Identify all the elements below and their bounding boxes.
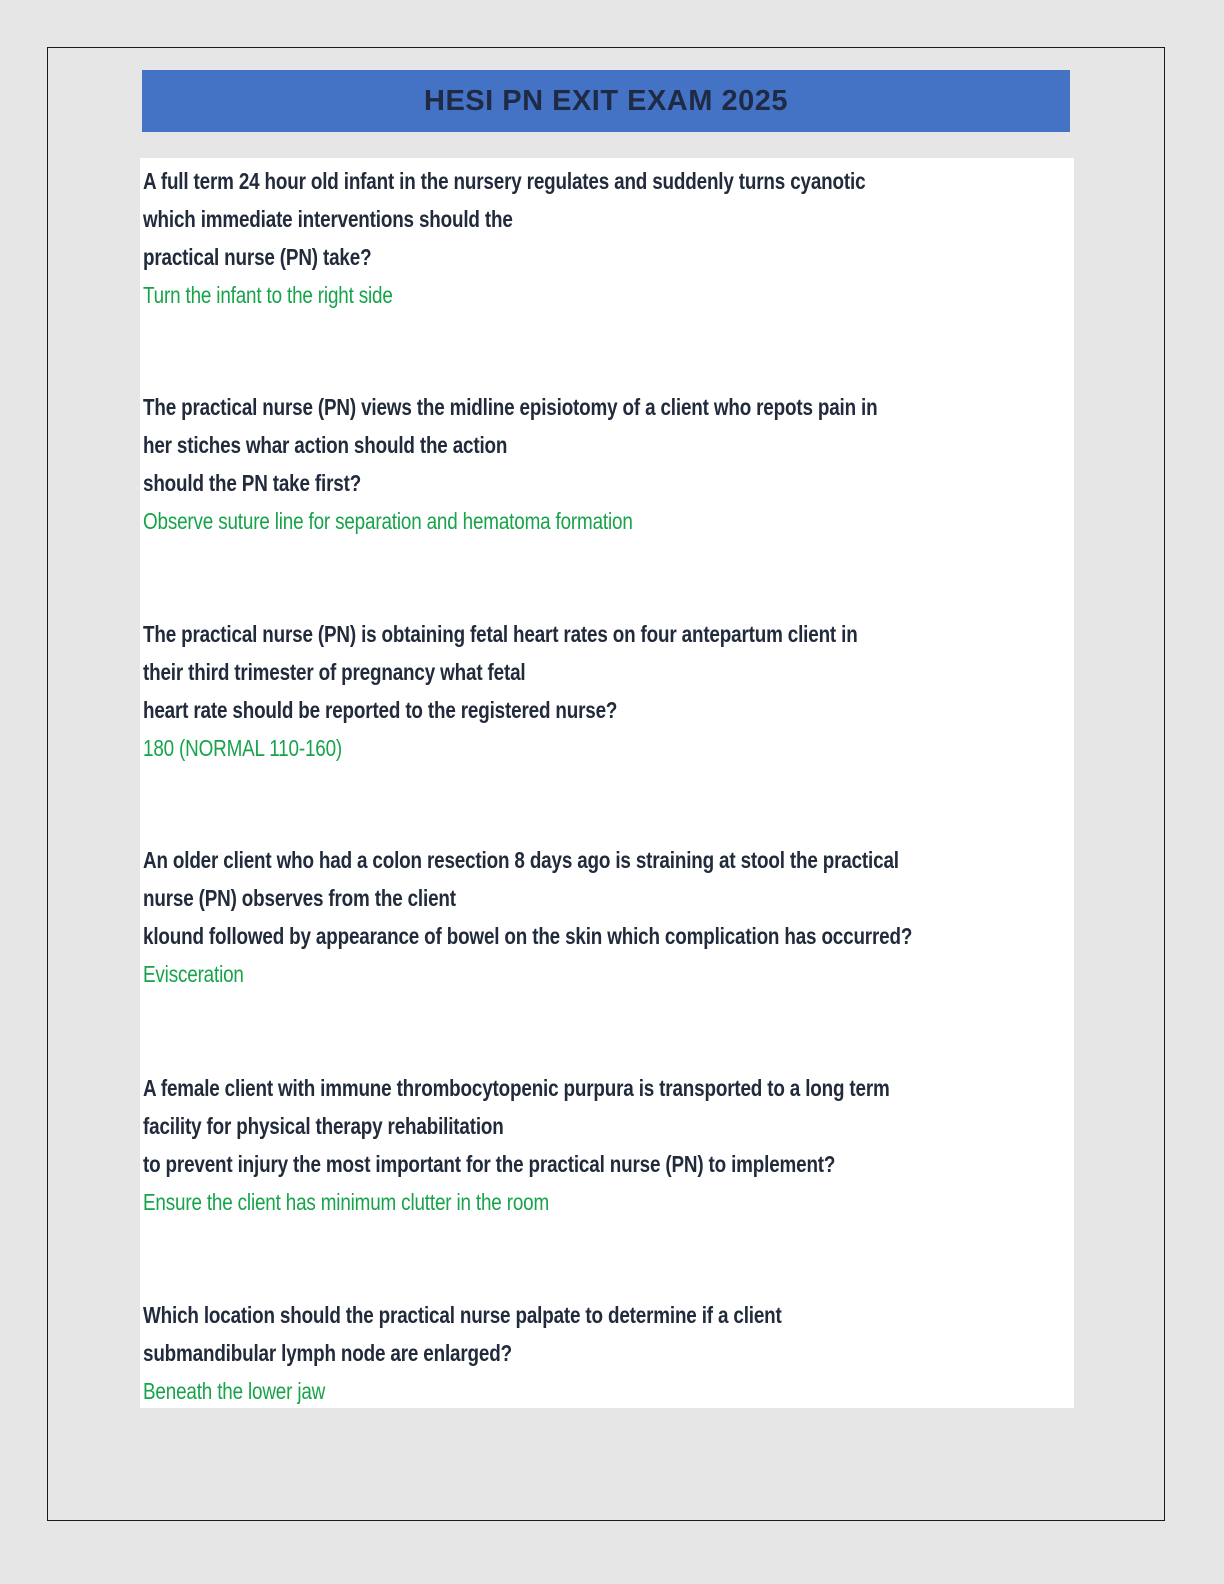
answer-text: Beneath the lower jaw: [143, 1378, 326, 1404]
answer-text: Evisceration: [143, 961, 244, 987]
answer-text: Ensure the client has minimum clutter in the room: [143, 1189, 550, 1215]
question-line: klound followed by appearance of bowel on the skin which complication has occurred?: [143, 923, 913, 949]
question-item-2: [143, 388, 1073, 540]
question-item-6: [143, 1296, 1073, 1410]
title-banner: [142, 70, 1070, 132]
question-list: [140, 158, 1074, 1408]
page-title: HESI PN EXIT EXAM 2025: [424, 84, 788, 117]
answer-text: Observe suture line for separation and hematoma formation: [143, 508, 633, 534]
question-line: which immediate interventions should the: [143, 206, 513, 232]
question-item-1: [143, 162, 1073, 314]
question-line: their third trimester of pregnancy what fetal: [143, 659, 526, 685]
question-item-3: [143, 615, 1073, 767]
question-line: A female client with immune thrombocytopenic purpura is transported to a long term: [143, 1075, 890, 1101]
question-line: heart rate should be reported to the registered nurse?: [143, 697, 618, 723]
answer-text: Turn the infant to the right side: [143, 282, 393, 308]
answer-text: 180 (NORMAL 110-160): [143, 735, 343, 761]
question-line: The practical nurse (PN) is obtaining fetal heart rates on four antepartum client in: [143, 621, 858, 647]
question-line: to prevent injury the most important for the practical nurse (PN) to implement?: [143, 1151, 836, 1177]
question-line: An older client who had a colon resection 8 days ago is straining at stool the practical: [143, 847, 899, 873]
question-item-5: [143, 1069, 1073, 1221]
question-item-4: [143, 841, 1073, 993]
question-line: should the PN take first?: [143, 470, 362, 496]
question-line: facility for physical therapy rehabilitation: [143, 1113, 504, 1139]
question-line: her stiches whar action should the action: [143, 432, 508, 458]
question-line: Which location should the practical nurse palpate to determine if a client: [143, 1302, 782, 1328]
question-line: The practical nurse (PN) views the midline episiotomy of a client who repots pain in: [143, 394, 878, 420]
question-line: submandibular lymph node are enlarged?: [143, 1340, 512, 1366]
question-line: practical nurse (PN) take?: [143, 244, 372, 270]
question-line: A full term 24 hour old infant in the nursery regulates and suddenly turns cyanotic: [143, 168, 866, 194]
question-line: nurse (PN) observes from the client: [143, 885, 456, 911]
